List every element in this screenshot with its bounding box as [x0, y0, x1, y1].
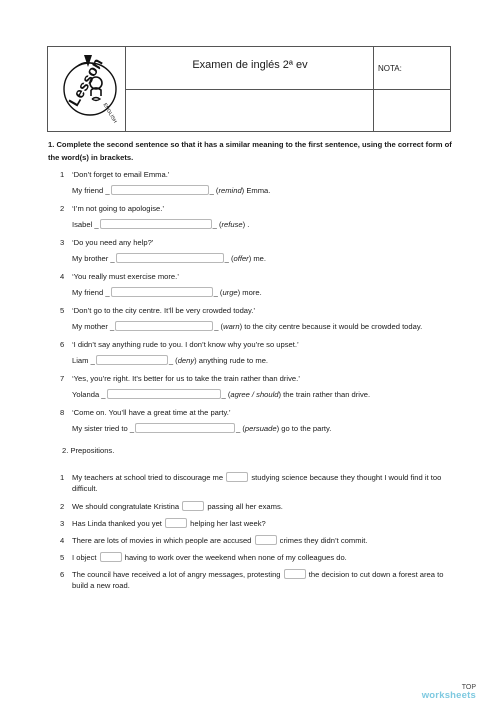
answer-continuation: the train rather than drive. [283, 390, 371, 399]
exam-header-table [47, 46, 451, 132]
item-number: 6 [60, 340, 65, 349]
header-row-divider [126, 89, 450, 90]
answer-subject: Liam [72, 356, 89, 365]
answer-subject: Yolanda [72, 390, 100, 399]
preposition-blank[interactable] [100, 552, 122, 562]
sentence-end: having to work over the weekend when none of my colleagues do. [124, 553, 347, 562]
answer-continuation: me. [253, 254, 267, 263]
exam-title: Examen de inglés 2ª ev [192, 59, 308, 71]
answer-line: My mother _ _ (warn) to the city centre because it would be crowded today. [72, 322, 423, 331]
item-number: 8 [60, 408, 65, 417]
answer-blank[interactable] [111, 287, 213, 297]
answer-continuation: more. [242, 288, 262, 297]
item-number: 7 [60, 374, 65, 383]
preposition-sentence [72, 501, 452, 512]
item-number: 3 [60, 519, 65, 528]
answer-blank[interactable] [107, 389, 221, 399]
prompt-sentence: ‘You really must exercise more.’ [72, 272, 179, 281]
keyword: urge [222, 288, 238, 297]
answer-blank[interactable] [100, 219, 212, 229]
item-number: 6 [60, 570, 65, 579]
sentence-end: helping her last week? [190, 519, 266, 528]
item-number: 1 [60, 473, 65, 482]
sentence-end: crimes they didn’t commit. [279, 536, 368, 545]
answer-subject: My sister tried to [72, 424, 128, 433]
keyword: refuse [221, 220, 243, 229]
sentence-end: studying science because they thought I would find it too difficult. [72, 473, 442, 493]
prompt-sentence: ‘I’m not going to apologise.’ [72, 204, 165, 213]
preposition-sentence [72, 552, 452, 563]
lesson-one-english-logo [48, 47, 126, 131]
item-number: 3 [60, 238, 65, 247]
prompt-sentence: ‘Do you need any help?’ [72, 238, 154, 247]
preposition-sentence [72, 569, 452, 591]
answer-blank[interactable] [135, 423, 235, 433]
answer-subject: Isabel [72, 220, 93, 229]
svg-text:Lesson: Lesson [65, 55, 107, 110]
preposition-blank[interactable] [284, 569, 306, 579]
keyword: agree / should [230, 390, 279, 399]
answer-continuation: anything rude to me. [198, 356, 269, 365]
answer-line: My friend _ _ (urge) more. [72, 288, 262, 297]
preposition-sentence [72, 518, 452, 529]
prompt-sentence: ‘Yes, you’re right. It’s better for us to take the train rather than drive.’ [72, 374, 300, 383]
keyword: persuade [244, 424, 277, 433]
answer-line: Liam _ _ (deny) anything rude to me. [72, 356, 269, 365]
answer-subject: My brother [72, 254, 109, 263]
preposition-blank[interactable] [255, 535, 277, 545]
keyword: remind [218, 186, 242, 195]
answer-line: My sister tried to _ _ (persuade) go to the party. [72, 424, 332, 433]
preposition-blank[interactable] [182, 501, 204, 511]
sentence-start: Has Linda thanked you yet [72, 519, 162, 528]
grade-label: NOTA: [378, 64, 402, 73]
keyword: deny [177, 356, 195, 365]
item-number: 5 [60, 553, 65, 562]
item-number: 4 [60, 536, 65, 545]
section1-heading: 1. Complete the second sentence so that it has a similar meaning to the first sentence, using the correct form of the word(s) in brackets. [48, 140, 452, 162]
answer-continuation: Emma. [246, 186, 271, 195]
answer-line: Yolanda _ _ (agree / should) the train rather than drive. [72, 390, 371, 399]
sentence-end: the decision to cut down a forest area to build a new road. [72, 570, 444, 590]
prompt-sentence: ‘Don’t forget to email Emma.’ [72, 170, 170, 179]
item-number: 2 [60, 502, 65, 511]
answer-line: My friend _ _ (remind) Emma. [72, 186, 271, 195]
answer-blank[interactable] [96, 355, 168, 365]
sentence-start: The council have received a lot of angry messages, protesting [72, 570, 281, 579]
item-number: 2 [60, 204, 65, 213]
answer-continuation: to the city centre because it would be crowded today. [244, 322, 423, 331]
worksheets-label: worksheets [421, 690, 476, 701]
answer-continuation: . [247, 220, 250, 229]
preposition-blank[interactable] [226, 472, 248, 482]
preposition-sentence [72, 535, 452, 546]
answer-continuation: go to the party. [281, 424, 332, 433]
sentence-start: I object [72, 553, 97, 562]
topworksheets-logo [422, 684, 476, 701]
preposition-sentence [72, 472, 452, 494]
prompt-sentence: ‘Come on. You’ll have a great time at the party.’ [72, 408, 231, 417]
answer-blank[interactable] [111, 185, 209, 195]
answer-subject: My friend [72, 186, 104, 195]
top-label: TOP [461, 684, 476, 691]
sentence-start: There are lots of movies in which people are accused [72, 536, 252, 545]
answer-line: My brother _ _ (offer) me. [72, 254, 267, 263]
section2-heading: 2. Prepositions. [62, 446, 115, 455]
preposition-blank[interactable] [165, 518, 187, 528]
sentence-start: We should congratulate Kristina [72, 502, 180, 511]
answer-blank[interactable] [115, 321, 213, 331]
answer-line: Isabel _ _ (refuse) . [72, 220, 250, 229]
sentence-end: passing all her exams. [207, 502, 283, 511]
item-number: 5 [60, 306, 65, 315]
prompt-sentence: ‘Don’t go to the city centre. It’ll be very crowded today.’ [72, 306, 256, 315]
answer-subject: My mother [72, 322, 108, 331]
item-number: 1 [60, 170, 65, 179]
answer-blank[interactable] [116, 253, 224, 263]
keyword: warn [223, 322, 240, 331]
keyword: offer [233, 254, 249, 263]
sentence-start: My teachers at school tried to discourage me [72, 473, 224, 482]
prompt-sentence: ‘I didn’t say anything rude to you. I don’t know why you’re so upset.’ [72, 340, 299, 349]
item-number: 4 [60, 272, 65, 281]
svg-text:ENGLISH: ENGLISH [101, 102, 118, 125]
answer-subject: My friend [72, 288, 104, 297]
